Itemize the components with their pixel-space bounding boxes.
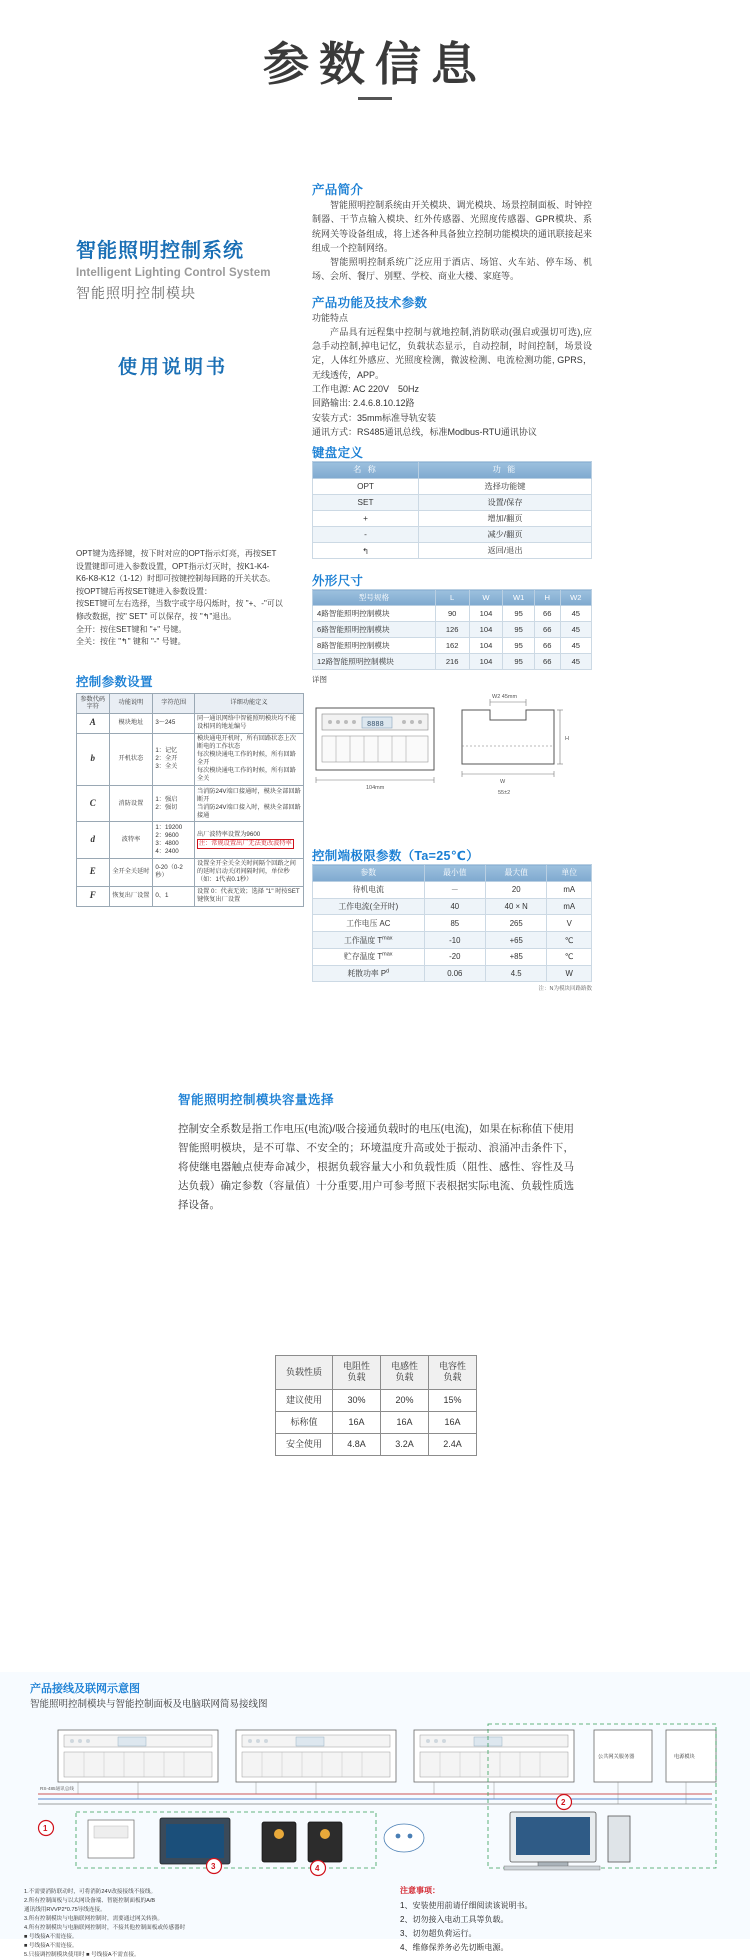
table-row [313, 543, 592, 559]
column-header: W [469, 590, 503, 606]
cell-load-value: 16A [429, 1411, 477, 1433]
table-row [275, 1434, 476, 1456]
cell-function: 设置/保存 [419, 494, 592, 510]
table-row [275, 1411, 476, 1433]
function-paragraph: 产品具有远程集中控制与就地控制,消防联动(强启或强切可选),应急手动控制,掉电记忆，负载状态显示，自动控制，时间控制，场景设定，人体红外感应、光照度检测，微波检测、电流检测功能, GPRS，无线透传，APP。 [312, 326, 592, 380]
cell-w2: 45 [560, 638, 591, 654]
diagram-note-line: 3.所有控制模块与电脑联网控制时，需要通过网关转换。 [24, 1916, 163, 1922]
cell-load-value: 3.2A [381, 1434, 429, 1456]
load-table-wrap [178, 1355, 574, 1456]
cell-w1: 95 [503, 638, 534, 654]
warning-item: 2、切勿接入电动工具等负载。 [400, 1915, 509, 1924]
table-header-row [313, 462, 592, 478]
cell-param-detail: 设置全开全关全关时间隔个回路之间的延时启动关闭间隔时间，单位秒（如：1代表0.1秒） [194, 858, 303, 886]
cell-model: 6路智能照明控制模块 [313, 622, 436, 638]
cell-param-code: E [77, 858, 110, 886]
param-settings-section [76, 672, 304, 907]
cell-min: -20 [424, 948, 485, 965]
column-header-load-type: 负载性质 [275, 1356, 332, 1390]
drawing-label-w: W [500, 779, 506, 785]
limits-section [312, 846, 592, 992]
cell-key-return-icon: ↰ [313, 543, 419, 559]
cell-max: +65 [486, 932, 547, 949]
column-header: 功 能 [419, 462, 592, 478]
cell-load-value: 20% [381, 1389, 429, 1411]
diagram-note-line: 5.只接调控制模块使用时 ■ 号线接A不需直接。 [24, 1952, 140, 1958]
cell-min: 85 [424, 915, 485, 932]
table-header-row [77, 694, 304, 714]
column-header: H [534, 590, 560, 606]
intro-paragraph-1: 智能照明控制系统由开关模块、调光模块、场景控制面板、时钟控制器、干节点输入模块、红外传感器、光照度传感器、GPR模块、系统网关等设备组成，将上述各种具备独立控制功能模块的通讯联接起来组成一个控制网络。 [312, 200, 592, 253]
cell-param-function: 模块地址 [109, 713, 153, 733]
cell-load-type: 标称值 [275, 1411, 332, 1433]
cell-load-value: 16A [332, 1411, 380, 1433]
diagram-note-line: ■ 号线接A不需连接。 [24, 1943, 78, 1949]
cell-w1: 95 [503, 606, 534, 622]
intro-paragraph-2: 智能照明控制系统广泛应用于酒店、场馆、火车站、停车场、机场、会所、餐厅、别墅、学校、商业大楼、家庭等。 [312, 257, 592, 282]
cell-parameter: 工作电压 AC [313, 915, 425, 932]
function-heading: 产品功能及技术参数 [312, 295, 428, 310]
diagram-note-line: 2.所有控制面板与以太网设备端、智能控制面板的A/B [24, 1898, 156, 1904]
cell-model: 8路智能照明控制模块 [313, 638, 436, 654]
cell-param-code: b [77, 733, 110, 785]
cell-min: 0.06 [424, 965, 485, 982]
table-row [313, 915, 592, 932]
column-header: 名 称 [313, 462, 419, 478]
cell-unit: mA [547, 881, 592, 898]
dimensions-table [312, 589, 592, 670]
cell-function: 选择功能键 [419, 478, 592, 494]
table-row [313, 527, 592, 543]
table-row [77, 713, 304, 733]
column-header: 最小值 [424, 865, 485, 882]
drawing-label-l: 104mm [366, 785, 385, 791]
column-header-resistive: 电阻性 负载 [332, 1356, 380, 1390]
wiring-diagram-section [0, 1672, 750, 1958]
column-header: W1 [503, 590, 534, 606]
cell-param-range: 0、1 [153, 886, 195, 906]
param-table-body [77, 713, 304, 906]
cell-param-function: 恢复出厂设置 [109, 886, 153, 906]
cell-param-detail: 设置 0：代表无效；选择 "1" 时按SET键恢复出厂设置 [194, 886, 303, 906]
table-row [313, 606, 592, 622]
cell-min: － [424, 881, 485, 898]
cell-model: 12路智能照明控制模块 [313, 654, 436, 670]
dimensions-heading: 外形尺寸 [312, 574, 364, 589]
drawing-label-w2: W2 45mm [492, 694, 518, 700]
cell-unit: ℃ [547, 932, 592, 949]
tech-spec-line: 工作电源: AC 220V 50Hz [312, 383, 420, 394]
cell-w: 104 [469, 606, 503, 622]
cell-load-value: 15% [429, 1389, 477, 1411]
cell-load-value: 2.4A [429, 1434, 477, 1456]
warning-list [400, 1899, 630, 1954]
tech-spec-line: 回路输出: 2.4.6.8.10.12路 [312, 398, 415, 409]
cell-w2: 45 [560, 622, 591, 638]
diagram-note-line: ■ 号线接A不需连接。 [24, 1934, 78, 1940]
brand-block [76, 238, 308, 303]
cell-param-detail: 出厂波特率设置为9600注：常规设置出厂无法更改波特率 [194, 822, 303, 858]
cell-param-range: 0-20（0-2秒） [153, 858, 195, 886]
cell-load-type: 安全使用 [275, 1434, 332, 1456]
cell-param-detail: 模块通电开机时，所有回路状态上次断电的工作状态 每次模块通电工作的时候，所有回路全开 每次模块通电工作的时候，所有回路全关 [194, 733, 303, 785]
cell-param-range: 1：19200 2：9600 3：4800 4：2400 [153, 822, 195, 858]
instruction-line: 全关：按住 "↰" 键和 "-" 号键。 [76, 637, 186, 647]
cell-max: 4.5 [486, 965, 547, 982]
cell-function: 减少/翻页 [419, 527, 592, 543]
diagram-notes-left [24, 1888, 354, 1960]
column-header: 单位 [547, 865, 592, 882]
param-settings-table [76, 693, 304, 907]
limits-heading: 控制端极限参数（Ta=25℃） [312, 849, 480, 863]
column-header: W2 [560, 590, 591, 606]
intro-heading: 产品简介 [312, 183, 364, 197]
column-header: L [435, 590, 469, 606]
cell-parameter: 耗散功率 $P^d$ [313, 965, 425, 982]
instruction-line: 按OPT键后再按SET键进入参数设置： [76, 586, 213, 596]
svg-text:8888: 8888 [367, 721, 384, 729]
cell-param-function: 开机状态 [109, 733, 153, 785]
column-header: 最大值 [486, 865, 547, 882]
table-row [313, 494, 592, 510]
column-header: 参数 [313, 865, 425, 882]
table-row [77, 822, 304, 858]
table-row [77, 886, 304, 906]
table-row [313, 510, 592, 526]
column-header-inductive: 电感性 负载 [381, 1356, 429, 1390]
param-settings-heading: 控制参数设置 [76, 675, 153, 689]
cell-h: 66 [534, 654, 560, 670]
cell-function: 返回/退出 [419, 543, 592, 559]
cell-param-function: 消防设置 [109, 786, 153, 822]
wiring-diagram-svg [18, 1716, 732, 1876]
instruction-line: 设置键即可进入参数设置，OPT指示灯灭时，按K1-K4- [76, 561, 270, 571]
diagram-subtitle: 智能照明控制模块与智能控制面板及电脑联网简易接线图 [30, 1699, 268, 1710]
cell-parameter: 待机电流 [313, 881, 425, 898]
cell-load-value: 30% [332, 1389, 380, 1411]
cell-parameter: 工作温度 $T^{max}$ [313, 932, 425, 949]
power-label: 电源模块 [674, 1754, 695, 1760]
cell-w1: 95 [503, 654, 534, 670]
cell-l: 216 [435, 654, 469, 670]
function-sub-label: 功能特点 [312, 312, 349, 323]
cell-unit: ℃ [547, 948, 592, 965]
cell-l: 126 [435, 622, 469, 638]
table-row [77, 786, 304, 822]
cell-load-type: 建议使用 [275, 1389, 332, 1411]
cell-key: SET [313, 494, 419, 510]
right-column [312, 180, 592, 685]
cell-w: 104 [469, 638, 503, 654]
table-row [275, 1389, 476, 1411]
capacity-body: 控制安全系数是指工作电压(电流)/吸合接通负载时的电压(电流)，如果在标称值下使用智能照明模块，是不可靠、不安全的；环境温度升高或处于振动、浪涌冲击条件下，将使继电器触点使寿命减少，根据负载容量大小和负载性质（阻性、感性、容性及马达负载）确定参数（容量值）十分重要,用户可参考照下表根据实际电流、负载性质选择设备。 [178, 1123, 574, 1211]
warning-title: 注意事项： [400, 1886, 440, 1895]
cell-parameter: 工作电流(全开时) [313, 898, 425, 915]
gateway-label: 公共网关服务器 [598, 1754, 635, 1760]
cell-param-code: A [77, 713, 110, 733]
diagram-notes-right [400, 1884, 630, 1955]
table-row [77, 733, 304, 785]
marker-2: 2 [561, 1798, 566, 1807]
marker-4: 4 [315, 1864, 320, 1873]
cell-unit: V [547, 915, 592, 932]
cell-load-value: 4.8A [332, 1434, 380, 1456]
cell-h: 66 [534, 606, 560, 622]
capacity-section [178, 1090, 574, 1215]
tech-spec-line: 通讯方式：RS485通讯总线，标准Modbus-RTU通讯协议 [312, 426, 537, 437]
load-table-body [275, 1389, 476, 1456]
cell-param-detail: 当消防24V端口接通时，模块全部回路断开 当消防24V端口接入时，模块全部回路接通 [194, 786, 303, 822]
table-row [313, 932, 592, 949]
cell-h: 66 [534, 638, 560, 654]
diagram-heading: 产品接线及联网示意图 [30, 1683, 140, 1695]
cell-l: 162 [435, 638, 469, 654]
detail-drawing-label: 详图 [312, 675, 327, 685]
manual-label: 使用说明书 [118, 357, 229, 378]
keyboard-definition-table [312, 461, 592, 559]
brand-name-cn: 智能照明控制系统 [76, 240, 244, 262]
limits-table [312, 864, 592, 982]
instruction-line: OPT键为选择键，按下时对应的OPT指示灯亮，再按SET [76, 549, 277, 558]
cell-l: 90 [435, 606, 469, 622]
cell-param-code: F [77, 886, 110, 906]
column-header-code: 参数代码 字符 [77, 694, 110, 714]
warning-item: 1、安装使用前请仔细阅读该说明书。 [400, 1901, 533, 1910]
cell-key: - [313, 527, 419, 543]
marker-3: 3 [211, 1862, 216, 1871]
cell-w2: 45 [560, 606, 591, 622]
dimension-drawing [312, 690, 592, 840]
diagram-note-line: 通讯线用RVVP2*0.75导线连接。 [24, 1907, 106, 1913]
limits-table-body [313, 881, 592, 982]
marker-1: 1 [43, 1824, 48, 1833]
tech-spec-list [312, 382, 592, 439]
bus-label: RS-485通讯总线 [40, 1786, 74, 1791]
cell-max: 265 [486, 915, 547, 932]
cell-min: 40 [424, 898, 485, 915]
cell-param-code: C [77, 786, 110, 822]
drawing-label-h: H [565, 736, 569, 742]
table-row [313, 638, 592, 654]
cell-w1: 95 [503, 622, 534, 638]
cell-param-code: d [77, 822, 110, 858]
title-divider [358, 97, 392, 100]
tech-spec-line: 安装方式：35mm标准导轨安装 [312, 412, 437, 423]
load-characteristics-table [275, 1355, 477, 1456]
table-row [313, 622, 592, 638]
table-row [313, 898, 592, 915]
cell-max: 20 [486, 881, 547, 898]
cell-function: 增加/翻页 [419, 510, 592, 526]
cell-max: 40 × N [486, 898, 547, 915]
instruction-line: 全开：按住SET键和 "+" 号键。 [76, 624, 187, 634]
table-row [313, 478, 592, 494]
cell-key: + [313, 510, 419, 526]
cell-param-function: 波特率 [109, 822, 153, 858]
cell-h: 66 [534, 622, 560, 638]
table-row [77, 858, 304, 886]
cell-unit: mA [547, 898, 592, 915]
instruction-line: 修改数据，按" SET" 可以保存，按 "↰"退出。 [76, 611, 237, 621]
table-row [313, 965, 592, 982]
warning-item: 4、维修保养务必先切断电源。 [400, 1943, 509, 1952]
diagram-note-line: 1.不需要消防联动时，可将消防24V改接接线不接线。 [24, 1889, 157, 1895]
limits-note: 注：N为模块回路路数 [538, 986, 592, 993]
column-header-function: 功能说明 [109, 694, 153, 714]
keyboard-heading: 键盘定义 [312, 446, 364, 461]
table-header-row [313, 590, 592, 606]
page-title: 参数信息 [263, 38, 487, 90]
table-header-row [313, 865, 592, 882]
cell-param-range: 1：强启 2：强切 [153, 786, 195, 822]
brand-name-en: Intelligent Lighting Control System [76, 267, 271, 279]
cell-unit: W [547, 965, 592, 982]
column-header-range: 字符范围 [153, 694, 195, 714]
cell-w2: 45 [560, 654, 591, 670]
column-header-capacitive: 电容性 负载 [429, 1356, 477, 1390]
cell-param-range: 3～245 [153, 713, 195, 733]
cell-param-function: 全开全关延时 [109, 858, 153, 886]
cell-param-detail: 同一通讯网络中智能照明模块均不能设相同的地址编号 [194, 713, 303, 733]
brand-subtitle: 智能照明控制模块 [76, 285, 196, 301]
cell-model: 4路智能照明控制模块 [313, 606, 436, 622]
cell-parameter: 贮存温度 $T^{max}$ [313, 948, 425, 965]
column-header-detail: 详细功能定义 [194, 694, 303, 714]
table-row [313, 881, 592, 898]
column-header: 型号规格 [313, 590, 436, 606]
drawing-label-l2: 55±2 [498, 790, 511, 796]
cell-key: OPT [313, 478, 419, 494]
capacity-heading: 智能照明控制模块容量选择 [178, 1093, 335, 1107]
cell-w: 104 [469, 654, 503, 670]
table-row [313, 948, 592, 965]
cell-max: +85 [486, 948, 547, 965]
warning-item: 3、切勿超负荷运行。 [400, 1929, 477, 1938]
instruction-line: K6-K8-K12（1-12）时即可按键控制每回路的开关状态。 [76, 574, 276, 584]
diagram-note-line: 4.所有控制模块与电脑联网控制时，不接其他控制面板或传感器时 [24, 1925, 186, 1931]
instructions-block [76, 548, 304, 649]
dimension-drawing-svg [312, 690, 592, 840]
cell-min: -10 [424, 932, 485, 949]
cell-param-range: 1：记忆 2：全开 3：全关 [153, 733, 195, 785]
table-header-row [275, 1356, 476, 1390]
cell-w: 104 [469, 622, 503, 638]
cell-load-value: 16A [381, 1411, 429, 1433]
table-row [313, 654, 592, 670]
instruction-line: 按SET键可左右选择，当数字或字母闪烁时，按 "+、-"可以 [76, 599, 283, 609]
